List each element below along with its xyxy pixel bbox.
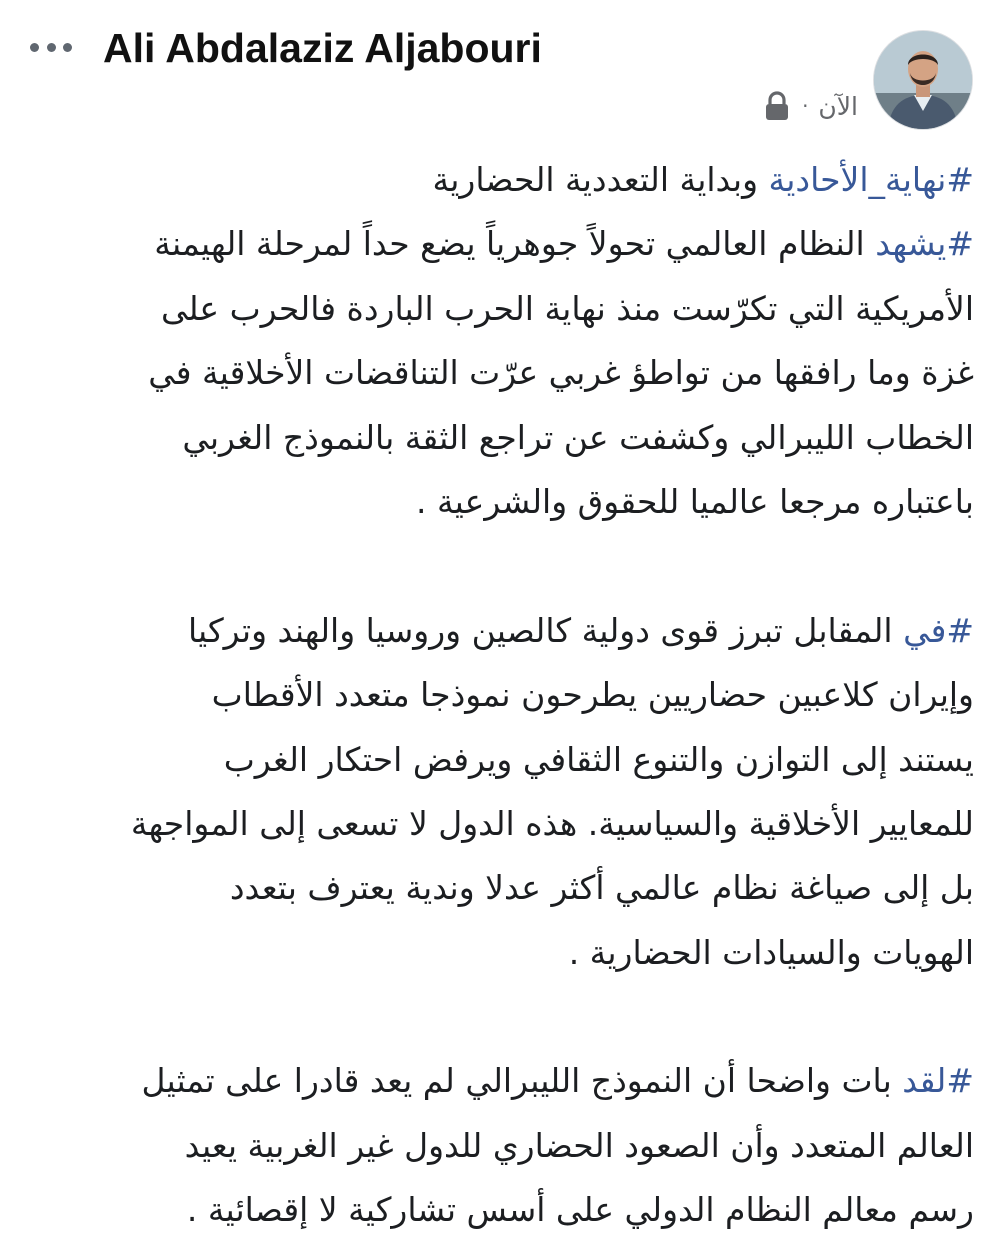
hashtag-link[interactable]: #في [903,610,974,650]
line-text: العالم المتعدد وأن الصعود الحضاري للدول غير الغربية يعيد [184,1125,974,1165]
post-line [20,341,974,405]
line-text: الهويات والسيادات الحضارية . [568,932,974,972]
paragraph-gap [20,985,974,1049]
post-line [20,599,974,663]
post-line [20,277,974,341]
line-text: الخطاب الليبرالي وكشفت عن تراجع الثقة بالنموذج الغربي [182,417,974,457]
hashtag-link[interactable]: #يشهد [875,224,974,264]
line-text: بات واضحا أن النموذج الليبرالي لم يعد قادرا على تمثيل [141,1061,903,1101]
line-text: رسم معالم النظام الدولي على أسس تشاركية لا إقصائية . [186,1190,974,1230]
paragraph-gap [20,534,974,598]
post-meta [762,88,858,124]
line-text: للمعايير الأخلاقية والسياسية. هذه الدول لا تسعى إلى المواجهة [130,803,974,843]
more-dot [63,43,72,52]
line-text: وإيران كلاعبين حضاريين يطرحون نموذجا متعدد الأقطاب [211,675,974,715]
line-text: النظام العالمي تحولاً جوهرياً يضع حداً لمرحلة الهيمنة [154,224,876,264]
post-line [20,728,974,792]
hashtag-link[interactable]: #لقد [902,1061,974,1101]
lock-icon[interactable] [762,90,792,122]
post-header [0,0,998,140]
post-line [20,921,974,985]
post-line [20,856,974,920]
post-timestamp[interactable]: الآن [818,91,858,121]
line-text: غزة وما رافقها من تواطؤ غربي عرّت التناقضات الأخلاقية في [148,353,974,393]
line-text: الأمريكية التي تكرّست منذ نهاية الحرب الباردة فالحرب على [160,288,974,328]
post-line [20,148,974,212]
line-text: يستند إلى التوازن والتنوع الثقافي ويرفض احتكار الغرب [223,739,974,779]
author-avatar[interactable] [873,30,973,130]
post-paragraph [20,1049,974,1242]
line-text: وبداية التعددية الحضارية [432,160,769,199]
avatar-photo [874,31,972,129]
author-name[interactable]: Ali Abdalaziz Aljabouri [103,25,542,71]
post-paragraph [20,148,974,534]
post-line [20,406,974,470]
post-line [20,1114,974,1178]
post-line [20,212,974,276]
post-line [20,470,974,534]
more-dot [47,43,56,52]
more-options-button[interactable] [24,30,78,64]
post-paragraph [20,599,974,985]
meta-separator: · [802,94,809,118]
more-dot [30,43,39,52]
post-line [20,663,974,727]
post-body [20,148,974,1243]
hashtag-link[interactable]: #نهاية_الأحادية [768,160,974,199]
post-line [20,792,974,856]
post-line [20,1178,974,1242]
line-text: بل إلى صياغة نظام عالمي أكثر عدلا وندية يعترف بتعدد [229,868,974,908]
line-text: المقابل تبرز قوى دولية كالصين وروسيا والهند وتركيا [187,610,904,650]
post-line [20,1049,974,1113]
line-text: باعتباره مرجعا عالميا للحقوق والشرعية . [416,481,974,521]
